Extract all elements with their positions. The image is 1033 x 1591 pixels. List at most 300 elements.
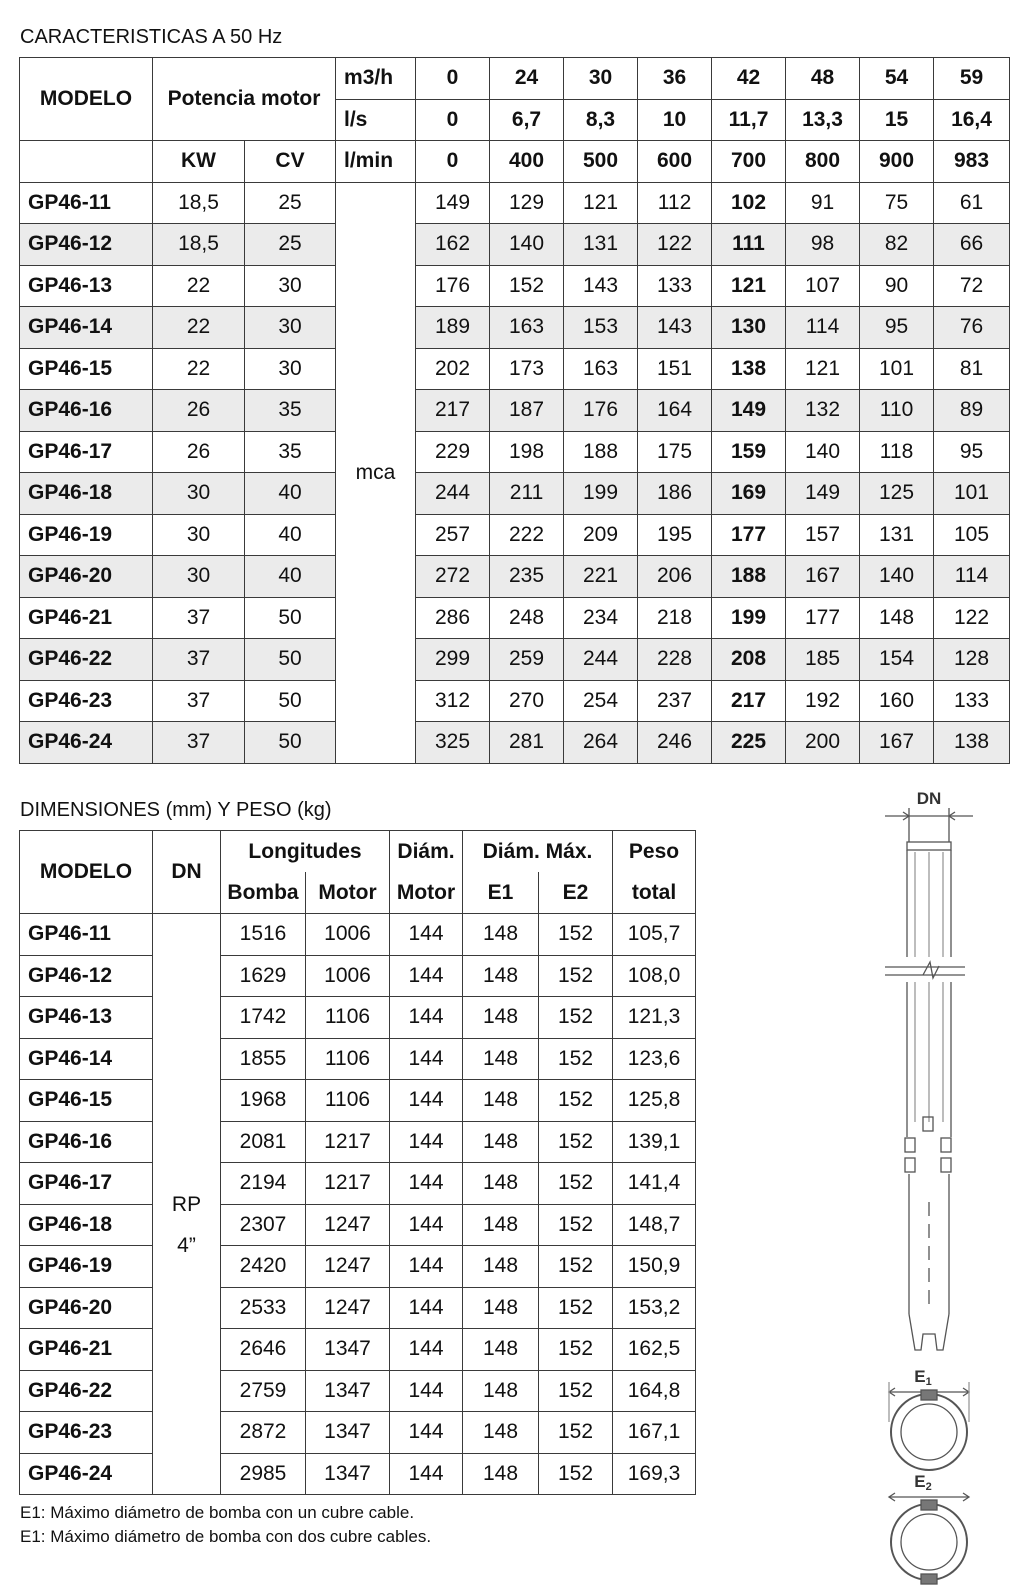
- bomba-cell: 2307: [221, 1204, 306, 1246]
- head-value-cell: 130: [712, 307, 786, 349]
- bomba-cell: 2081: [221, 1121, 306, 1163]
- model-cell: GP46-12: [20, 224, 153, 266]
- motor-end: [909, 1314, 949, 1350]
- kw-cell: 37: [153, 680, 245, 722]
- e1-header: E1: [463, 872, 539, 914]
- dn-label: DN: [916, 789, 942, 808]
- head-value-cell: 200: [786, 722, 860, 764]
- head-value-cell: 264: [564, 722, 638, 764]
- head-value-cell: 110: [860, 390, 934, 432]
- head-value-cell: 299: [416, 639, 490, 681]
- head-value-cell: 140: [490, 224, 564, 266]
- head-value-cell: 234: [564, 597, 638, 639]
- longitudes-header: Longitudes: [221, 831, 390, 873]
- cable-guard-left-1: [905, 1138, 915, 1152]
- flow-lmin-cell: 800: [786, 141, 860, 183]
- performance-table-title: CARACTERISTICAS A 50 Hz: [20, 26, 283, 48]
- e2-cell: 152: [539, 1246, 613, 1288]
- kw-cell: 26: [153, 431, 245, 473]
- bomba-cell: 1855: [221, 1038, 306, 1080]
- e2-cell: 152: [539, 997, 613, 1039]
- e1-cell: 148: [463, 1080, 539, 1122]
- cv-cell: 50: [245, 722, 336, 764]
- head-value-cell: 114: [934, 556, 1010, 598]
- flow-ls-cell: 6,7: [490, 99, 564, 141]
- head-value-cell: 121: [712, 265, 786, 307]
- head-value-cell: 188: [712, 556, 786, 598]
- bomba-cell: 2533: [221, 1287, 306, 1329]
- head-value-cell: 221: [564, 556, 638, 598]
- table-row: [20, 1080, 696, 1122]
- diam-header: Diám.: [390, 831, 463, 873]
- model-cell: GP46-12: [20, 955, 153, 997]
- kw-cell: 26: [153, 390, 245, 432]
- cable-guard-right-2: [941, 1158, 951, 1172]
- e1-cell: 148: [463, 1287, 539, 1329]
- cv-cell: 25: [245, 182, 336, 224]
- head-value-cell: 95: [860, 307, 934, 349]
- e1-cell: 148: [463, 1163, 539, 1205]
- e2-cell: 152: [539, 1080, 613, 1122]
- cable-guard-left-2: [905, 1158, 915, 1172]
- cv-cell: 40: [245, 473, 336, 515]
- footnote-e1: E1: Máximo diámetro de bomba con un cubre cable.: [20, 1503, 415, 1522]
- e2-cell: 152: [539, 1121, 613, 1163]
- table-row: [20, 1246, 696, 1288]
- head-value-cell: 325: [416, 722, 490, 764]
- flow-ls-cell: 8,3: [564, 99, 638, 141]
- e1-cell: 148: [463, 1453, 539, 1495]
- e1-cell: 148: [463, 1121, 539, 1163]
- head-value-cell: 122: [934, 597, 1010, 639]
- e2-cell: 152: [539, 914, 613, 956]
- dn-value-cell: [153, 914, 221, 1495]
- kw-cell: 37: [153, 597, 245, 639]
- kw-cell: 37: [153, 639, 245, 681]
- model-cell: GP46-16: [20, 1121, 153, 1163]
- unit-m3h: m3/h: [336, 58, 416, 100]
- diam-max-header: Diám. Máx.: [463, 831, 613, 873]
- kw-cell: 18,5: [153, 224, 245, 266]
- table-row: [20, 1370, 696, 1412]
- diam-cell: 144: [390, 1370, 463, 1412]
- table-row: [20, 597, 1010, 639]
- flow-lmin-cell: 400: [490, 141, 564, 183]
- e1-cell: 148: [463, 914, 539, 956]
- flow-lmin-cell: 700: [712, 141, 786, 183]
- head-value-cell: 177: [712, 514, 786, 556]
- e2-cable-guard-bottom: [921, 1574, 937, 1584]
- head-value-cell: 112: [638, 182, 712, 224]
- table-row: [20, 473, 1010, 515]
- head-value-cell: 72: [934, 265, 1010, 307]
- potencia-header: Potencia motor: [153, 58, 336, 141]
- kw-cell: 30: [153, 514, 245, 556]
- head-unit-cell: mca: [336, 182, 416, 763]
- flow-ls-cell: 10: [638, 99, 712, 141]
- diam-cell: 144: [390, 955, 463, 997]
- cv-cell: 35: [245, 431, 336, 473]
- model-cell: GP46-24: [20, 722, 153, 764]
- e1-cell: 148: [463, 1412, 539, 1454]
- head-value-cell: 114: [786, 307, 860, 349]
- head-value-cell: 151: [638, 348, 712, 390]
- head-value-cell: 149: [712, 390, 786, 432]
- head-value-cell: 138: [712, 348, 786, 390]
- e2-cell: 152: [539, 1287, 613, 1329]
- flow-m3h-cell: 42: [712, 58, 786, 100]
- header-row-lmin: [20, 141, 1010, 183]
- motor-cell: 1247: [306, 1287, 390, 1329]
- head-value-cell: 176: [564, 390, 638, 432]
- model-cell: GP46-13: [20, 997, 153, 1039]
- head-value-cell: 173: [490, 348, 564, 390]
- bomba-cell: 1968: [221, 1080, 306, 1122]
- head-value-cell: 162: [416, 224, 490, 266]
- e2-cable-guard-top: [921, 1500, 937, 1510]
- head-value-cell: 66: [934, 224, 1010, 266]
- cv-cell: 40: [245, 556, 336, 598]
- peso-cell: 167,1: [613, 1412, 696, 1454]
- head-value-cell: 128: [934, 639, 1010, 681]
- head-value-cell: 257: [416, 514, 490, 556]
- table-row: [20, 997, 696, 1039]
- head-value-cell: 192: [786, 680, 860, 722]
- head-value-cell: 132: [786, 390, 860, 432]
- e1-cable-guard: [921, 1390, 937, 1400]
- head-value-cell: 95: [934, 431, 1010, 473]
- e2-cell: 152: [539, 1163, 613, 1205]
- flow-lmin-cell: 900: [860, 141, 934, 183]
- head-value-cell: 244: [564, 639, 638, 681]
- head-value-cell: 81: [934, 348, 1010, 390]
- flow-ls-cell: 0: [416, 99, 490, 141]
- head-value-cell: 138: [934, 722, 1010, 764]
- head-value-cell: 246: [638, 722, 712, 764]
- diam-cell: 144: [390, 1038, 463, 1080]
- head-value-cell: 148: [860, 597, 934, 639]
- dimensions-table-title: DIMENSIONES (mm) Y PESO (kg): [20, 799, 332, 821]
- head-value-cell: 143: [638, 307, 712, 349]
- table-row: [20, 1038, 696, 1080]
- flow-m3h-cell: 24: [490, 58, 564, 100]
- kw-cell: 37: [153, 722, 245, 764]
- unit-lmin: l/min: [336, 141, 416, 183]
- head-value-cell: 248: [490, 597, 564, 639]
- head-value-cell: 175: [638, 431, 712, 473]
- dn-value-line1: RP: [171, 1193, 202, 1216]
- model-cell: GP46-14: [20, 307, 153, 349]
- cv-cell: 25: [245, 224, 336, 266]
- performance-table: [19, 57, 1010, 764]
- peso-cell: 141,4: [613, 1163, 696, 1205]
- inlet-marker: [923, 1117, 933, 1131]
- modelo-header: MODELO: [20, 58, 153, 141]
- motor-header: Motor: [306, 872, 390, 914]
- motor-cell: 1006: [306, 955, 390, 997]
- head-value-cell: 187: [490, 390, 564, 432]
- bomba-cell: 2759: [221, 1370, 306, 1412]
- head-value-cell: 98: [786, 224, 860, 266]
- head-value-cell: 121: [564, 182, 638, 224]
- motor-cell: 1106: [306, 1038, 390, 1080]
- model-cell: GP46-22: [20, 639, 153, 681]
- header-row-m3h: [20, 58, 1010, 100]
- head-value-cell: 211: [490, 473, 564, 515]
- head-value-cell: 76: [934, 307, 1010, 349]
- e2-section-inner: [901, 1514, 957, 1570]
- table-row: [20, 556, 1010, 598]
- cv-cell: 30: [245, 348, 336, 390]
- head-value-cell: 237: [638, 680, 712, 722]
- head-value-cell: 122: [638, 224, 712, 266]
- cv-cell: 30: [245, 307, 336, 349]
- table-row: [20, 1329, 696, 1371]
- table-row: [20, 1287, 696, 1329]
- motor-cell: 1106: [306, 997, 390, 1039]
- flow-m3h-cell: 48: [786, 58, 860, 100]
- head-value-cell: 121: [786, 348, 860, 390]
- head-value-cell: 154: [860, 639, 934, 681]
- table-row: [20, 390, 1010, 432]
- diam-cell: 144: [390, 1246, 463, 1288]
- head-value-cell: 160: [860, 680, 934, 722]
- model-cell: GP46-20: [20, 556, 153, 598]
- model-cell: GP46-16: [20, 390, 153, 432]
- head-value-cell: 244: [416, 473, 490, 515]
- model-cell: GP46-24: [20, 1453, 153, 1495]
- peso-cell: 162,5: [613, 1329, 696, 1371]
- flow-m3h-cell: 36: [638, 58, 712, 100]
- e2-cell: 152: [539, 1412, 613, 1454]
- motor-cell: 1347: [306, 1453, 390, 1495]
- head-value-cell: 312: [416, 680, 490, 722]
- head-value-cell: 229: [416, 431, 490, 473]
- flow-lmin-cell: 0: [416, 141, 490, 183]
- motor-cell: 1347: [306, 1370, 390, 1412]
- model-cell: GP46-23: [20, 680, 153, 722]
- head-value-cell: 133: [638, 265, 712, 307]
- diam-cell: 144: [390, 1121, 463, 1163]
- table-row: [20, 265, 1010, 307]
- model-cell: GP46-15: [20, 1080, 153, 1122]
- peso-cell: 108,0: [613, 955, 696, 997]
- model-cell: GP46-17: [20, 431, 153, 473]
- head-value-cell: 217: [416, 390, 490, 432]
- motor-cell: 1247: [306, 1246, 390, 1288]
- e2-cell: 152: [539, 955, 613, 997]
- head-value-cell: 111: [712, 224, 786, 266]
- head-value-cell: 118: [860, 431, 934, 473]
- bomba-cell: 2872: [221, 1412, 306, 1454]
- head-value-cell: 169: [712, 473, 786, 515]
- e2-label: E2: [914, 1472, 932, 1493]
- dimensions-table: [19, 830, 696, 1495]
- cable-guard-right-1: [941, 1138, 951, 1152]
- table-row: [20, 1412, 696, 1454]
- head-value-cell: 202: [416, 348, 490, 390]
- motor-cell: 1217: [306, 1163, 390, 1205]
- model-cell: GP46-14: [20, 1038, 153, 1080]
- head-value-cell: 208: [712, 639, 786, 681]
- e1-cell: 148: [463, 1329, 539, 1371]
- kw-cell: 30: [153, 556, 245, 598]
- head-value-cell: 206: [638, 556, 712, 598]
- bomba-cell: 2646: [221, 1329, 306, 1371]
- head-value-cell: 152: [490, 265, 564, 307]
- table-row: [20, 514, 1010, 556]
- cv-cell: 50: [245, 680, 336, 722]
- flow-m3h-cell: 54: [860, 58, 934, 100]
- unit-ls: l/s: [336, 99, 416, 141]
- head-value-cell: 131: [564, 224, 638, 266]
- discharge-head: [907, 842, 951, 850]
- flow-lmin-cell: 600: [638, 141, 712, 183]
- head-value-cell: 82: [860, 224, 934, 266]
- peso-cell: 164,8: [613, 1370, 696, 1412]
- peso-header: Peso: [613, 831, 696, 873]
- head-value-cell: 149: [786, 473, 860, 515]
- peso-cell: 121,3: [613, 997, 696, 1039]
- head-value-cell: 188: [564, 431, 638, 473]
- head-value-cell: 163: [490, 307, 564, 349]
- head-value-cell: 189: [416, 307, 490, 349]
- dim-header-row-1: [20, 831, 696, 873]
- e1-section-inner: [901, 1404, 957, 1460]
- model-cell: GP46-22: [20, 1370, 153, 1412]
- table-row: [20, 680, 1010, 722]
- bomba-cell: 2420: [221, 1246, 306, 1288]
- table-row: [20, 307, 1010, 349]
- motor-cell: 1347: [306, 1329, 390, 1371]
- e1-cell: 148: [463, 997, 539, 1039]
- peso-cell: 139,1: [613, 1121, 696, 1163]
- head-value-cell: 177: [786, 597, 860, 639]
- model-cell: GP46-19: [20, 1246, 153, 1288]
- kw-cell: 22: [153, 265, 245, 307]
- table-row: [20, 431, 1010, 473]
- head-value-cell: 254: [564, 680, 638, 722]
- e2-header: E2: [539, 872, 613, 914]
- head-value-cell: 133: [934, 680, 1010, 722]
- e2-cell: 152: [539, 1204, 613, 1246]
- head-value-cell: 61: [934, 182, 1010, 224]
- flow-m3h-cell: 30: [564, 58, 638, 100]
- motor-cell: 1217: [306, 1121, 390, 1163]
- table-row: [20, 1453, 696, 1495]
- flow-m3h-cell: 59: [934, 58, 1010, 100]
- table-row: [20, 639, 1010, 681]
- model-cell: GP46-11: [20, 914, 153, 956]
- head-value-cell: 228: [638, 639, 712, 681]
- diam-cell: 144: [390, 1453, 463, 1495]
- diam-cell: 144: [390, 1163, 463, 1205]
- bomba-header: Bomba: [221, 872, 306, 914]
- peso-cell: 125,8: [613, 1080, 696, 1122]
- diam-cell: 144: [390, 1329, 463, 1371]
- motor-cell: 1106: [306, 1080, 390, 1122]
- e2-section-outer: [891, 1504, 967, 1580]
- cv-cell: 35: [245, 390, 336, 432]
- head-value-cell: 167: [860, 722, 934, 764]
- e1-cell: 148: [463, 1246, 539, 1288]
- cv-cell: 50: [245, 639, 336, 681]
- table-row: [20, 182, 1010, 224]
- diam-cell: 144: [390, 1412, 463, 1454]
- e1-cell: 148: [463, 955, 539, 997]
- cv-cell: 30: [245, 265, 336, 307]
- flow-ls-cell: 15: [860, 99, 934, 141]
- head-value-cell: 153: [564, 307, 638, 349]
- head-value-cell: 272: [416, 556, 490, 598]
- dn-header: DN: [153, 831, 221, 914]
- model-cell: GP46-21: [20, 597, 153, 639]
- e1-cell: 148: [463, 1204, 539, 1246]
- cv-cell: 50: [245, 597, 336, 639]
- table-row: [20, 914, 696, 956]
- head-value-cell: 105: [934, 514, 1010, 556]
- motor-cell: 1006: [306, 914, 390, 956]
- peso-cell: 150,9: [613, 1246, 696, 1288]
- model-cell: GP46-18: [20, 1204, 153, 1246]
- head-value-cell: 218: [638, 597, 712, 639]
- table-row: [20, 1204, 696, 1246]
- head-value-cell: 125: [860, 473, 934, 515]
- model-cell: GP46-15: [20, 348, 153, 390]
- head-value-cell: 149: [416, 182, 490, 224]
- head-value-cell: 186: [638, 473, 712, 515]
- flow-ls-cell: 13,3: [786, 99, 860, 141]
- head-value-cell: 75: [860, 182, 934, 224]
- model-cell: GP46-18: [20, 473, 153, 515]
- head-value-cell: 225: [712, 722, 786, 764]
- head-value-cell: 222: [490, 514, 564, 556]
- modelo-header-blank: [20, 141, 153, 183]
- head-value-cell: 199: [564, 473, 638, 515]
- footnote-e2: E1: Máximo diámetro de bomba con dos cubre cables.: [20, 1527, 432, 1546]
- model-cell: GP46-23: [20, 1412, 153, 1454]
- flow-lmin-cell: 983: [934, 141, 1010, 183]
- dn-value-line2: 4”: [177, 1234, 196, 1257]
- model-cell: GP46-20: [20, 1287, 153, 1329]
- head-value-cell: 143: [564, 265, 638, 307]
- kw-header: KW: [153, 141, 245, 183]
- head-value-cell: 259: [490, 639, 564, 681]
- pump-diagram: [845, 782, 1025, 1587]
- head-value-cell: 209: [564, 514, 638, 556]
- head-value-cell: 90: [860, 265, 934, 307]
- diam-cell: 144: [390, 1080, 463, 1122]
- diam-cell: 144: [390, 1204, 463, 1246]
- head-value-cell: 159: [712, 431, 786, 473]
- head-value-cell: 235: [490, 556, 564, 598]
- head-value-cell: 198: [490, 431, 564, 473]
- head-value-cell: 281: [490, 722, 564, 764]
- diam-cell: 144: [390, 914, 463, 956]
- peso-cell: 123,6: [613, 1038, 696, 1080]
- flow-ls-cell: 16,4: [934, 99, 1010, 141]
- bomba-cell: 1629: [221, 955, 306, 997]
- peso-cell: 169,3: [613, 1453, 696, 1495]
- cv-header: CV: [245, 141, 336, 183]
- table-row: [20, 955, 696, 997]
- head-value-cell: 91: [786, 182, 860, 224]
- table-row: [20, 224, 1010, 266]
- kw-cell: 22: [153, 348, 245, 390]
- head-value-cell: 195: [638, 514, 712, 556]
- head-value-cell: 157: [786, 514, 860, 556]
- head-value-cell: 199: [712, 597, 786, 639]
